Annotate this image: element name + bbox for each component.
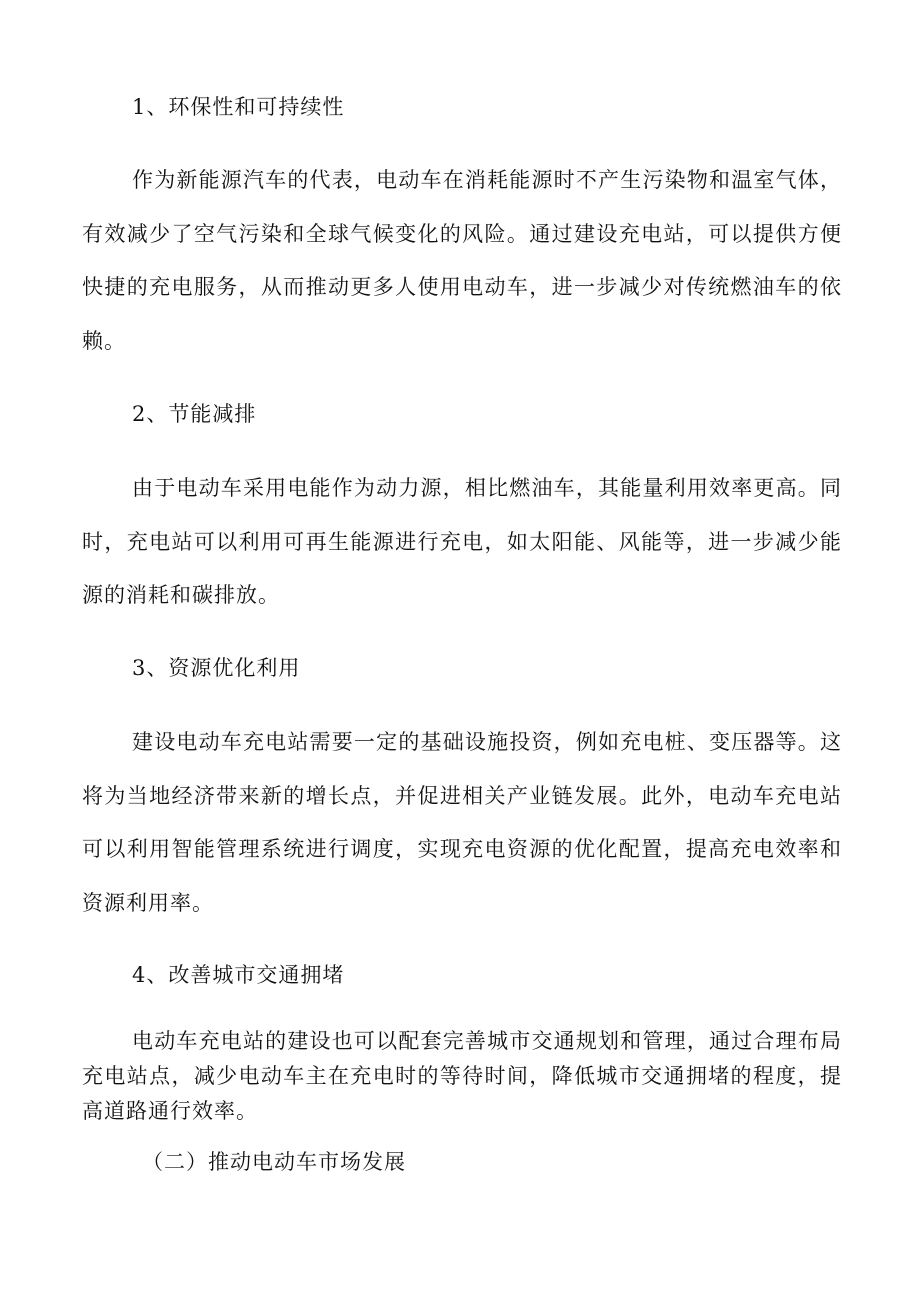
section-heading-3: 3、资源优化利用 (132, 656, 301, 680)
section-paragraph-4: 电动车充电站的建设也可以配套完善城市交通规划和管理，通过合理布局充电站点，减少电动车主在充电时的等待时间，降低城市交通拥堵的程度，提高道路通行效率。 (82, 1029, 842, 1123)
section-heading-1: 1、环保性和可持续性 (132, 95, 345, 119)
next-section-heading: （二）推动电动车市场发展 (142, 1150, 406, 1174)
section-paragraph-2: 由于电动车采用电能作为动力源，相比燃油车，其能量利用效率更高。同时，充电站可以利用可再生能源进行充电，如太阳能、风能等，进一步减少能源的消耗和碳排放。 (82, 476, 842, 607)
section-paragraph-1: 作为新能源汽车的代表，电动车在消耗能源时不产生污染物和温室气体，有效减少了空气污染和全球气候变化的风险。通过建设充电站，可以提供方便快捷的充电服务，从而推动更多人使用电动车，进一步减少对传统燃油车的依赖。 (82, 168, 842, 353)
section-heading-4: 4、改善城市交通拥堵 (132, 963, 345, 987)
section-paragraph-3: 建设电动车充电站需要一定的基础设施投资，例如充电桩、变压器等。这将为当地经济带来新的增长点，并促进相关产业链发展。此外，电动车充电站可以利用智能管理系统进行调度，实现充电资源的优化配置，提高充电效率和资源利用率。 (82, 730, 842, 915)
section-heading-2: 2、节能减排 (132, 402, 257, 426)
